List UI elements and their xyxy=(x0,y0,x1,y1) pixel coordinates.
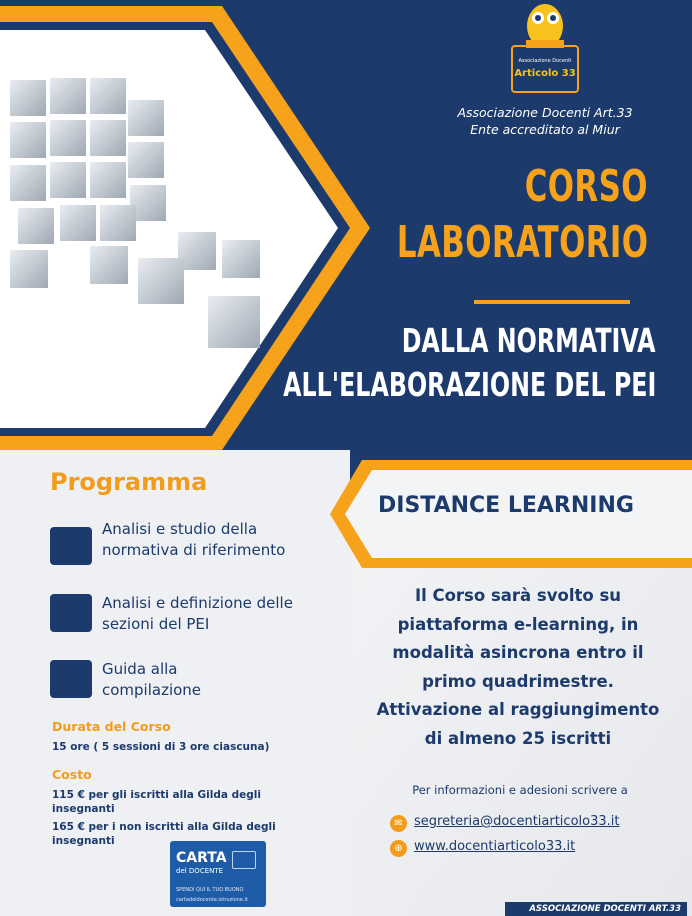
carta-subtitle: del DOCENTE xyxy=(176,867,224,875)
card-chip-icon xyxy=(232,851,256,869)
distance-learning-label: DISTANCE LEARNING xyxy=(378,493,634,518)
logo-big-text: Articolo 33 xyxy=(514,68,576,79)
contact-label: Per informazioni e adesioni scrivere a xyxy=(412,783,628,797)
association-accreditation: Ente accreditato al Miur xyxy=(470,122,620,137)
subtitle-line-2: ALL'ELABORAZIONE DEL PEI xyxy=(282,365,656,404)
carta-title: CARTA xyxy=(176,850,227,866)
carta-site: cartadeldocente.istruzione.it xyxy=(176,897,248,903)
title-divider xyxy=(474,300,630,304)
description-line: di almeno 25 iscritti xyxy=(424,728,612,748)
duration-label: Durata del Corso xyxy=(52,719,171,734)
title-line-1: CORSO xyxy=(524,161,648,212)
cost-line-1: 115 € per gli iscritti alla Gilda degli insegnanti xyxy=(52,789,261,815)
association-name: Associazione Docenti Art.33 xyxy=(457,105,633,120)
website-link[interactable]: www.docentiarticolo33.it xyxy=(414,839,576,854)
course-description xyxy=(350,582,686,753)
cost-label: Costo xyxy=(52,767,92,782)
program-item-bullet xyxy=(50,660,92,698)
footer-label: ASSOCIAZIONE DOCENTI ART.33 xyxy=(505,902,687,916)
association-caption xyxy=(445,104,645,138)
description-line: Attivazione al raggiungimento xyxy=(376,700,660,719)
description-line: modalità asincrona entro il xyxy=(392,643,644,662)
cost-line-2: 165 € per i non iscritti alla Gilda degli insegnanti xyxy=(52,821,276,847)
logo-small-text: Associazione Docenti xyxy=(518,58,572,64)
carta-docente-badge xyxy=(170,841,266,907)
program-heading: Programma xyxy=(50,468,208,496)
subtitle-line-1: DALLA NORMATIVA xyxy=(402,321,656,360)
description-line: primo quadrimestre. xyxy=(422,671,614,691)
description-line: Il Corso sarà svolto su xyxy=(414,586,622,605)
title-line-2: LABORATORIO xyxy=(396,217,648,268)
carta-tagline: SPENDI QUI IL TUO BUONO xyxy=(176,887,244,893)
program-item: Guida alla compilazione xyxy=(102,660,202,699)
duration-value: 15 ore ( 5 sessioni di 3 ore ciascuna) xyxy=(52,741,270,753)
email-link[interactable]: segreteria@docentiarticolo33.it xyxy=(414,814,620,829)
description-line: piattaforma e-learning, in xyxy=(397,614,639,634)
program-item-bullet xyxy=(50,527,92,565)
program-item-bullet xyxy=(50,594,92,632)
program-item: Analisi e studio della normativa di riferimento xyxy=(102,520,286,559)
email-icon: ✉ xyxy=(390,815,407,832)
globe-icon: ⊕ xyxy=(390,840,407,857)
program-item: Analisi e definizione delle sezioni del PEI xyxy=(102,594,293,633)
